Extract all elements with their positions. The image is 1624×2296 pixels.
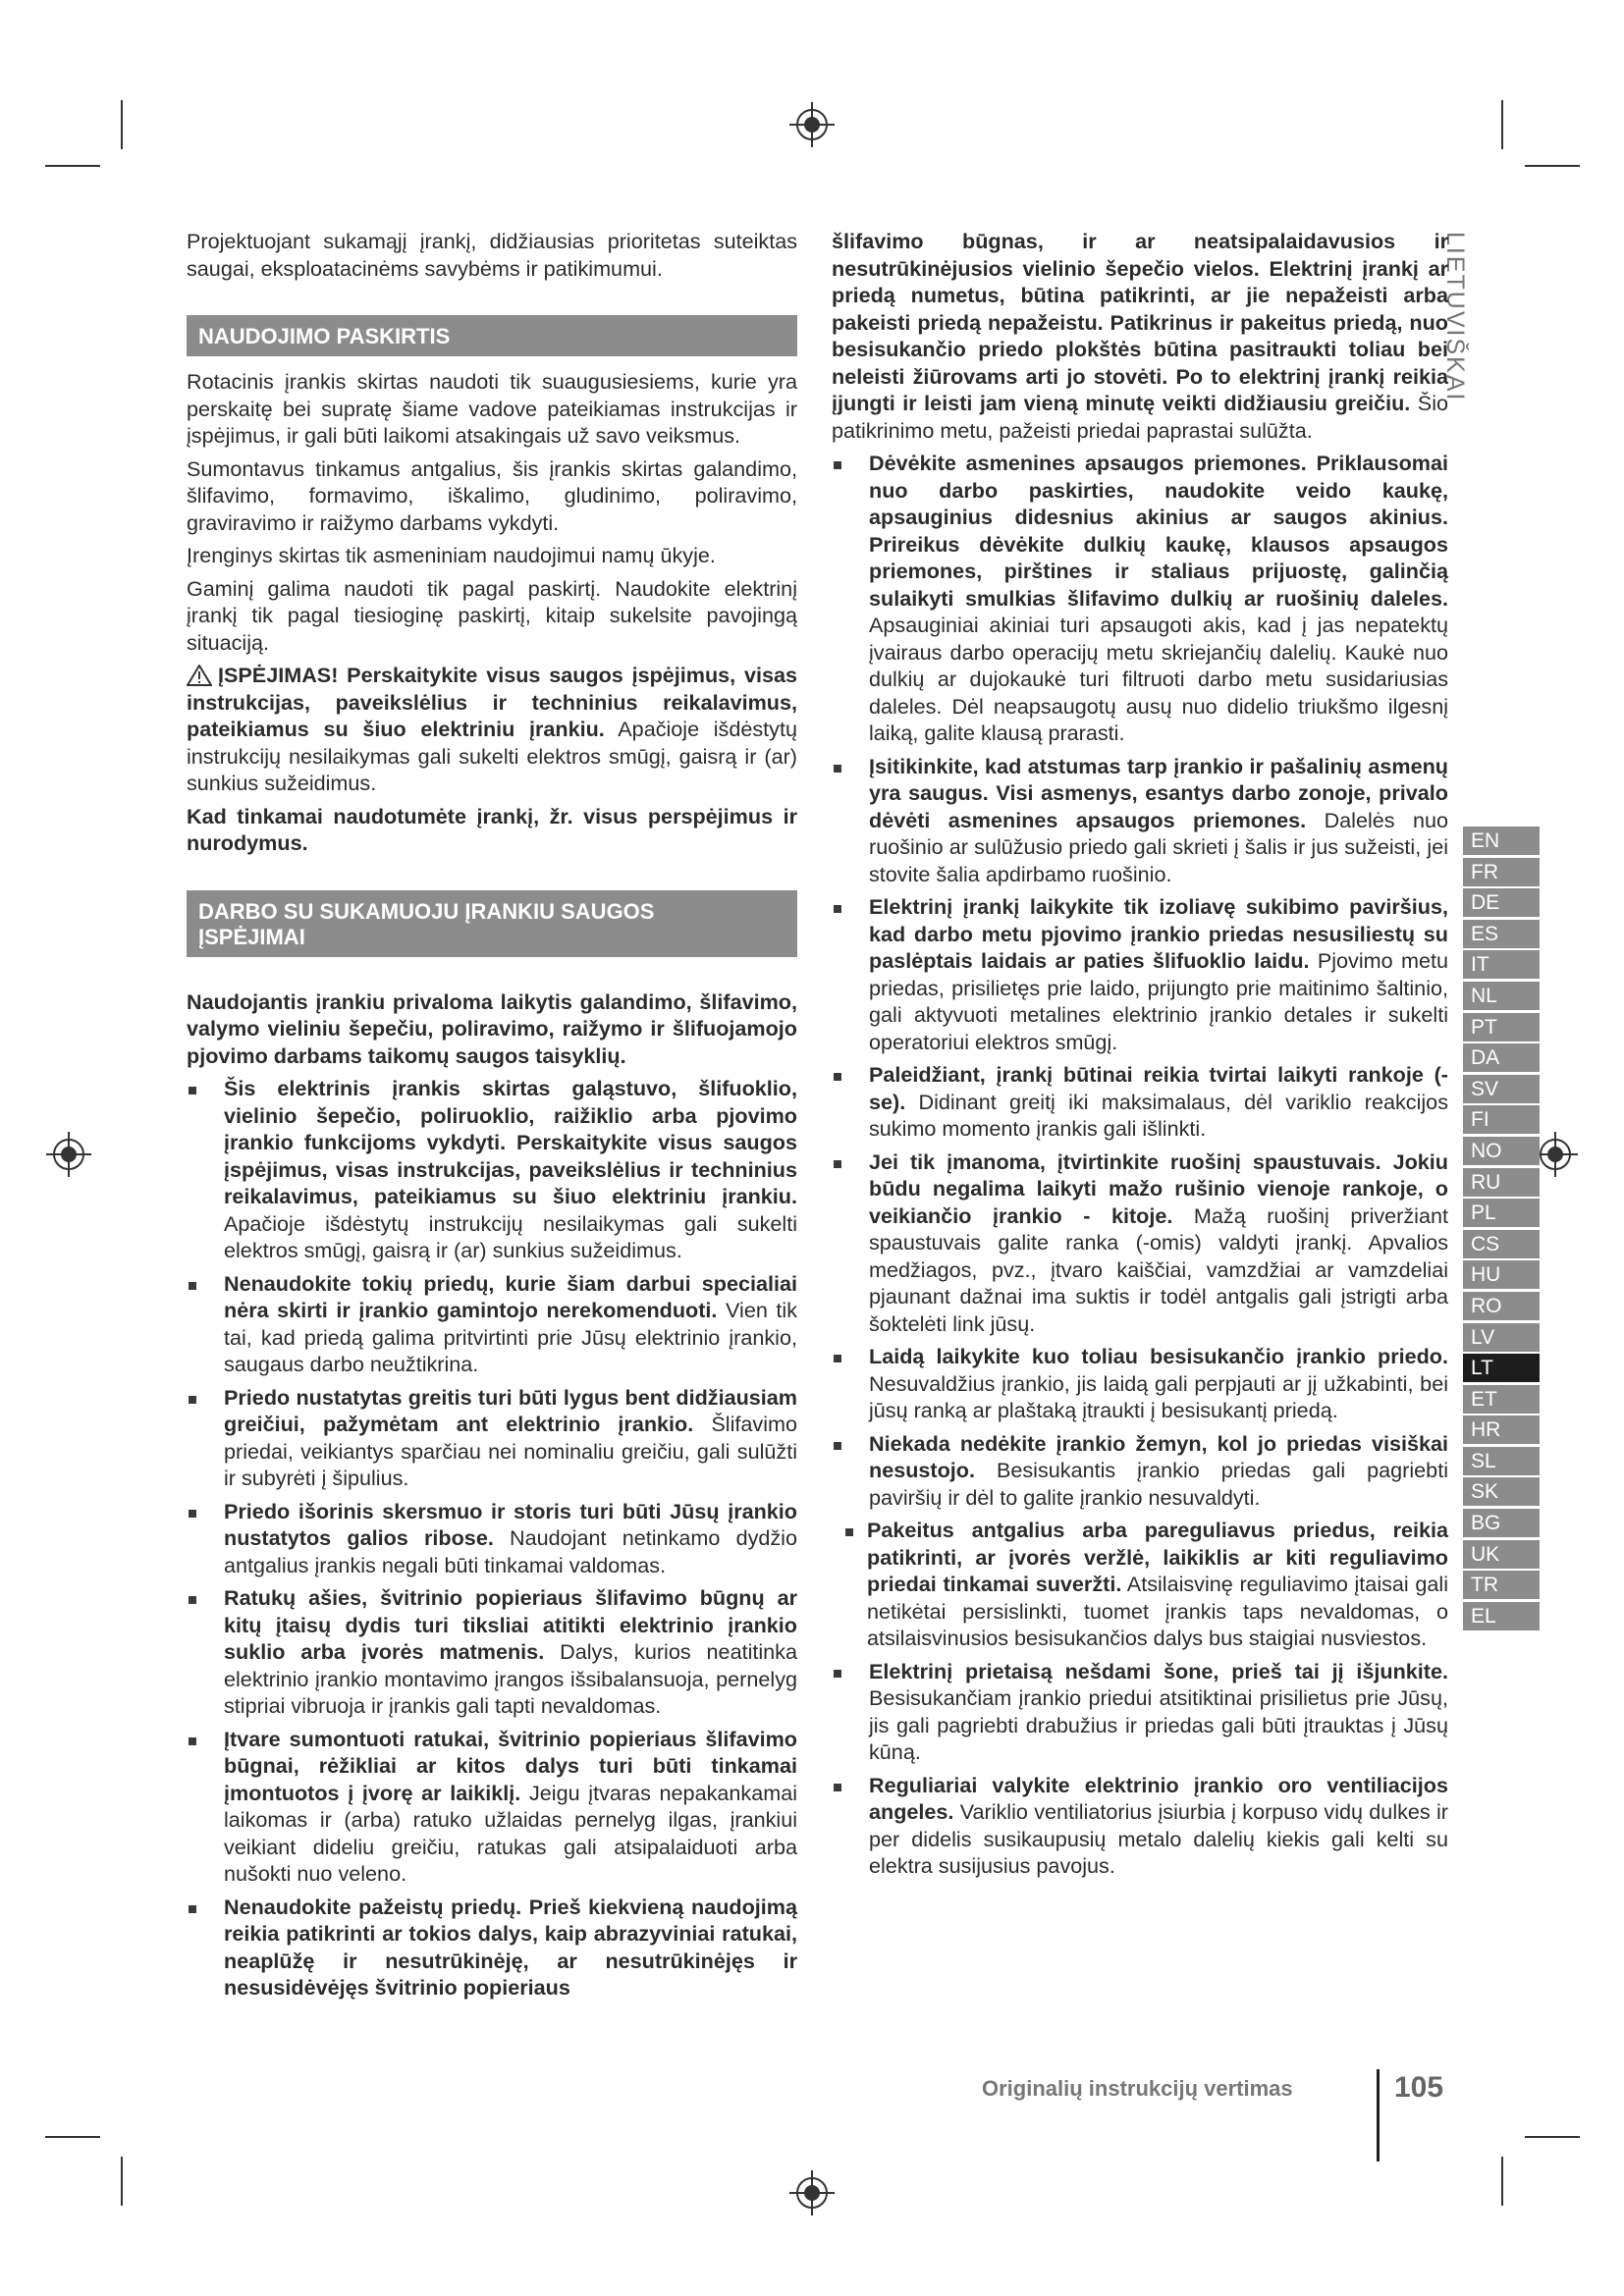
bullet-item: Jei tik įmanoma, įtvirtinkite ruošinį spaustuvais. Jokiu būdu negalima laikyti mažo rušinio vienoje rankoje, o veikiančio įrankio - kitoje. Mažą ruošinį priveržiant spaustuvais galite ranka (-omis) valdyti įrankį. Apvalios medžiagos, pvz., įtvaro kaiščiai, vamzdžiai ar vamzdeliai pjaunant dažnai ima suktis ir todėl antgalis gali įstrigti arba šoktelėti link jūsų.	[832, 1148, 1448, 1338]
paragraph: Rotacinis įrankis skirtas naudoti tik suaugusiesiems, kurie yra perskaitę bei supratę šiame vadove pateikiamas instrukcijas ir įspėjimus, ir gali būti laikomi atsakingais už savo veiksmus.	[187, 369, 797, 448]
side-language-label: LIETUVIŠKAI	[1441, 232, 1469, 402]
bullet-item: Įtvare sumontuoti ratukai, švitrinio popieriaus šlifavimo būgnai, rėžikliai ar kitos dalys turi būti tinkamai įmontuotos į įvorę ar laikiklį. Jeigu įtvaras nepakankamai laikomas ir (arba) ratuko užlaidas pernelyg ilgas, įrankiui veikiant dideliu greičiu, ratukas gali atsipalaiduoti arba nušokti nuo veleno.	[187, 1726, 797, 1888]
language-tab-lv[interactable]: LV	[1463, 1323, 1540, 1352]
registration-mark-icon	[789, 102, 835, 147]
language-tab-da[interactable]: DA	[1463, 1043, 1540, 1072]
section-heading-intended-use: NAUDOJIMO PASKIRTIS	[187, 315, 797, 356]
bullet-item: Niekada nedėkite įrankio žemyn, kol jo priedas visiškai nesustojo. Besisukantis įrankio priedas gali pagriebti paviršių ir dėl to galite įrankio nesuvaldyti.	[832, 1430, 1448, 1512]
language-tab-et[interactable]: ET	[1463, 1385, 1540, 1414]
safety-intro: Naudojantis įrankiu privaloma laikytis galandimo, šlifavimo, valymo vieliniu šepečiu, poliravimo, raižymo ir šlifuojamojo pjovimo darbams taikomų saugos taisyklių.	[187, 988, 797, 1068]
language-tab-hr[interactable]: HR	[1463, 1415, 1540, 1444]
language-tab-es[interactable]: ES	[1463, 920, 1540, 948]
language-tab-no[interactable]: NO	[1463, 1137, 1540, 1165]
footer-divider	[1377, 2069, 1380, 2162]
bullet-item: Nenaudokite tokių priedų, kurie šiam darbui specialiai nėra skirti ir įrankio gamintojo nerekomenduoti. Vien tik tai, kad priedą galima pritvirtinti prie Jūsų elektrinio įrankio, saugaus darbo neužtikrina.	[187, 1270, 797, 1378]
crop-mark	[1501, 2157, 1503, 2206]
crop-mark	[1525, 2136, 1580, 2138]
crop-mark	[121, 2157, 123, 2206]
bullet-item: Šis elektrinis įrankis skirtas galąstuvo, šlifuoklio, vielinio šepečio, poliruoklio, raižiklio arba pjovimo įrankio funkcijoms vykdyti. Perskaitykite visus saugos įspėjimus, visas instrukcijas, paveikslėlius ir techninius reikalavimus, pateikiamus su šiuo elektriniu įrankiu. Apačioje išdėstytų instrukcijų nesilaikymas gali sukelti elektros smūgį, gaisrą ir (ar) sunkius sužeidimus.	[187, 1075, 797, 1264]
language-tab-el[interactable]: EL	[1463, 1602, 1540, 1630]
language-tab-fr[interactable]: FR	[1463, 858, 1540, 886]
language-tab-bg[interactable]: BG	[1463, 1509, 1540, 1537]
section-heading-safety-warnings: DARBO SU SUKAMUOJU ĮRANKIU SAUGOS ĮSPĖJIMAI	[187, 890, 797, 957]
language-tab-uk[interactable]: UK	[1463, 1540, 1540, 1569]
language-tab-en[interactable]: EN	[1463, 827, 1540, 855]
paragraph: Įrenginys skirtas tik asmeniniam naudojimui namų ūkyje.	[187, 543, 716, 567]
language-tab-pt[interactable]: PT	[1463, 1013, 1540, 1041]
language-tab-nl[interactable]: NL	[1463, 982, 1540, 1010]
continued-paragraph: šlifavimo būgnas, ir ar neatsipalaidavusios ir nesutrūkinėjusios vielinio šepečio vielos. Elektrinį įrankį ar priedą numetus, būtina patikrinti, ar jie nepažeisti arba pakeisti priedą nepažeistu. Patikrinus ir pakeitus priedą, nuo besisukančio priedo plokštės būtina pasitraukti toliau bei neleisti žiūrovams arti jo stovėti. Po to elektrinį įrankį reikia įjungti ir leisti jam vieną minutę veikti didžiausiu greičiu. Šio patikrinimo metu, pažeisti priedai paprastai sulūžta.	[832, 229, 1449, 443]
crop-mark	[1525, 165, 1580, 167]
warning-paragraph: ĮSPĖJIMAS! Perskaitykite visus saugos įspėjimus, visas instrukcijas, paveikslėlius ir techninius reikalavimus, pateikiamus su šiuo elektriniu įrankiu. Apačioje išdėstytų instrukcijų nesilaikymas gali sukelti elektros smūgį, gaisrą ir (ar) sunkius sužeidimus.	[187, 663, 797, 795]
language-tab-it[interactable]: IT	[1463, 950, 1540, 979]
bullet-item: Pakeitus antgalius arba pareguliavus priedus, reikia patikrinti, ar įvorės veržlė, laikiklis ar kiti reguliavimo priedai tinkamai suveržti. Atsilaisvinę reguliavimo įtaisai gali netikėtai persislinkti, tuomet įrankis taps nevaldomas, o atsilaisvinusios besisukančios dalys bus staigiai nusviestos.	[832, 1517, 1448, 1652]
bullet-item: Priedo išorinis skersmuo ir storis turi būti Jūsų įrankio nustatytos galios ribose. Naudojant netinkamo dydžio antgalius įrankis negali būti tinkamai valdomas.	[187, 1498, 797, 1579]
bullet-item: Nenaudokite pažeistų priedų. Prieš kiekvieną naudojimą reikia patikrinti ar tokios dalys, kaip abrazyviniai ratukai, neaplūžę ir nesutrūkinėję, ar nesutrūkinėjęs ir nesusidėvėjęs švitrinio popieriaus	[187, 1894, 797, 2002]
language-tab-ru[interactable]: RU	[1463, 1168, 1540, 1197]
language-tab-pl[interactable]: PL	[1463, 1199, 1540, 1227]
language-tab-lt[interactable]: LT	[1463, 1354, 1540, 1382]
bullet-item: Paleidžiant, įrankį būtinai reikia tvirtai laikyti rankoje (-se). Didinant greitį iki maksimalaus, dėl variklio reakcijos sukimo momento įrankis gali išlinkti.	[832, 1061, 1448, 1143]
crop-mark	[121, 100, 123, 149]
language-tab-hu[interactable]: HU	[1463, 1260, 1540, 1289]
see-all-warnings: Kad tinkamai naudotumėte įrankį, žr. visus perspėjimus ir nurodymus.	[187, 803, 797, 855]
warning-triangle-icon	[187, 665, 212, 686]
bullet-item: Elektrinį įrankį laikykite tik izoliavę sukibimo paviršius, kad darbo metu pjovimo įrankio priedas nesusiliestų su paslėptais laidais ar paties šlifuoklio laidu. Pjovimo metu priedas, prisilietęs prie laido, prijungto prie maitinimo šaltinio, gali aktyvuoti metalines elektrinio įrankio detales ir sukelti operatoriui elektros smūgį.	[832, 893, 1448, 1055]
language-tab-sl[interactable]: SL	[1463, 1447, 1540, 1475]
bullet-item: Laidą laikykite kuo toliau besisukančio įrankio priedo. Nesuvaldžius įrankio, jis laidą gali perpjauti ar jį užkabinti, bei jūsų ranką ar plaštaką įtraukti į besisukantį priedą.	[832, 1343, 1448, 1424]
bullet-item: Priedo nustatytas greitis turi būti lygus bent didžiausiam greičiui, pažymėtam ant elektrinio įrankio. Šlifavimo priedai, veikiantys sparčiau nei nominaliu greičiu, gali sulūžti ir subyrėti į šipulius.	[187, 1384, 797, 1492]
language-tab-sv[interactable]: SV	[1463, 1075, 1540, 1103]
right-bullet-list	[832, 450, 1448, 1880]
page-number: 105	[1394, 2071, 1444, 2104]
language-tab-cs[interactable]: CS	[1463, 1230, 1540, 1258]
crop-mark	[45, 2136, 100, 2138]
language-tab-de[interactable]: DE	[1463, 888, 1540, 917]
bullet-item: Elektrinį prietaisą nešdami šone, prieš tai jį išjunkite. Besisukančiam įrankio priedui atsitiktinai prisilietus prie Jūsų, jis gali pagriebti drabužius ir priedas gali būti įtrauktas į Jūsų kūną.	[832, 1658, 1448, 1766]
left-bullet-list	[187, 1075, 797, 2002]
bullet-item: Ratukų ašies, švitrinio popieriaus šlifavimo būgnų ar kitų įtaisų dydis turi tiksliai atitikti elektrinio įrankio suklio arba įvorės matmenis. Dalys, kurios neatitinka elektrinio įrankio montavimo įrangos išsibalansuoja, pernelyg stipriai vibruoja ir įrankis gali tapti nevaldomas.	[187, 1584, 797, 1720]
crop-mark	[1501, 100, 1503, 149]
crop-mark	[45, 165, 100, 167]
language-tab-tr[interactable]: TR	[1463, 1571, 1540, 1599]
paragraph: Gaminį galima naudoti tik pagal paskirtį. Naudokite elektrinį įrankį tik pagal tiesioginę paskirtį, kitaip sukelsite pavojingą situaciją.	[187, 575, 797, 655]
registration-mark-icon	[46, 1132, 91, 1177]
paragraph: Sumontavus tinkamus antgalius, šis įrankis skirtas galandimo, šlifavimo, formavimo, iškalimo, gludinimo, poliravimo, graviravimo ir raižymo darbams vykdyti.	[187, 455, 797, 535]
bullet-item: Dėvėkite asmenines apsaugos priemones. Priklausomai nuo darbo paskirties, naudokite veido kaukę, apsauginius didesnius akinius ar saugos akinius. Prireikus dėvėkite dulkių kaukę, klausos apsaugos priemones, pirštines ir staliaus prijuostę, galinčią sulaikyti smulkias šlifavimo dulkių ar ruošinių daleles. Apsauginiai akiniai turi apsaugoti akis, kad į jas nepatektų įvairaus darbo operacijų metu skriejančių dalelių. Kaukė nuo dulkių ar dujokaukė turi filtruoti darbo metu susidariusias daleles. Dėl neapsaugotų ausų nuo didelio triukšmo ilgesnį laiką, galite klausą prarasti.	[832, 450, 1448, 747]
left-column	[187, 228, 797, 2007]
language-tab-fi[interactable]: FI	[1463, 1105, 1540, 1134]
language-tab-sk[interactable]: SK	[1463, 1477, 1540, 1506]
bullet-item: Įsitikinkite, kad atstumas tarp įrankio ir pašalinių asmenų yra saugus. Visi asmenys, esantys darbo zonoje, privalo dėvėti asmenines apsaugos priemones. Dalelės nuo ruošinio ar sulūžusio priedo gali skrieti į šalis ir jus sužeisti, jei stovite šalia apdirbamo ruošinio.	[832, 753, 1448, 888]
registration-mark-icon	[789, 2170, 835, 2216]
language-tab-ro[interactable]: RO	[1463, 1292, 1540, 1320]
footer-text: Originalių instrukcijų vertimas	[982, 2076, 1293, 2101]
right-column	[832, 228, 1448, 1886]
language-tabs	[1463, 827, 1540, 1632]
intro-paragraph: Projektuojant sukamąjį įrankį, didžiausias prioritetas suteiktas saugai, eksploatacinėms savybėms ir patikimumui.	[187, 229, 797, 281]
bullet-item: Reguliariai valykite elektrinio įrankio oro ventiliacijos angeles. Variklio ventiliatorius įsiurbia į korpuso vidų dulkes ir per didelis susikaupusių metalo dalelių kiekis gali kelti su elektra susijusius pavojus.	[832, 1772, 1448, 1880]
